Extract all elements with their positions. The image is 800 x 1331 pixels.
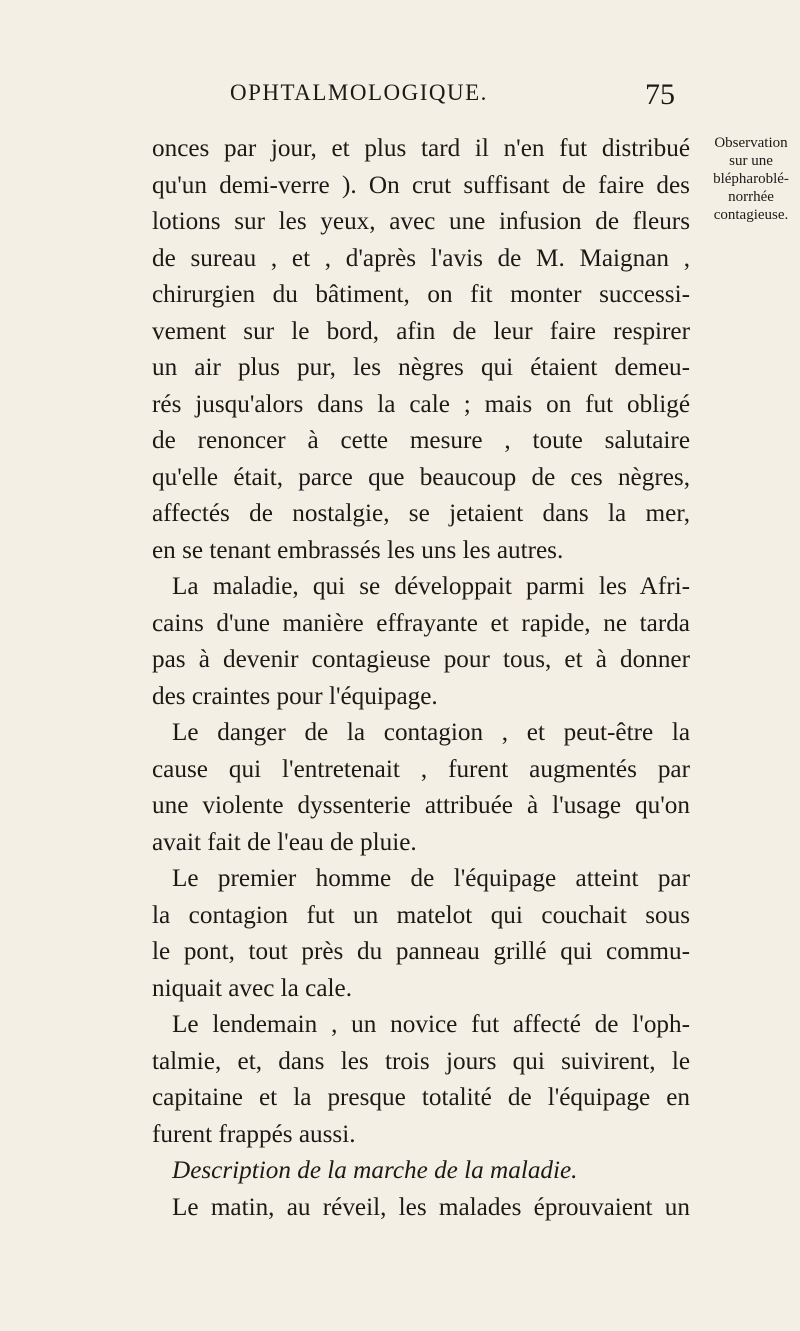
text-line: Le matin, au réveil, les malades éprouvaient un	[172, 1193, 690, 1221]
text-line: un air plus pur, les nègres qui étaient demeu-	[152, 354, 690, 381]
text-line: furent frappés aussi.	[152, 1120, 356, 1148]
margin-note-line: Observation	[714, 135, 788, 151]
margin-note	[706, 134, 796, 224]
text-line: affectés de nostalgie, se jetaient dans la mer,	[152, 500, 690, 527]
text-line: pas à devenir contagieuse pour tous, et à donner	[152, 646, 690, 673]
text-line: qu'un demi-verre ). On crut suffisant de faire des	[152, 171, 690, 199]
text-line: des craintes pour l'équipage.	[152, 682, 438, 710]
text-line: La maladie, qui se développait parmi les Afri-	[172, 573, 690, 600]
text-line: Le lendemain , un novice fut affecté de l'oph-	[172, 1011, 690, 1038]
text-line: Le danger de la contagion , et peut-être la	[172, 719, 690, 746]
text-line: le pont, tout près du panneau grillé qui commu-	[152, 938, 690, 965]
margin-note-line: norrhée	[728, 189, 774, 205]
text-line: de sureau , et , d'après l'avis de M. Maignan ,	[152, 244, 690, 272]
text-line: cains d'une manière effrayante et rapide, ne tarda	[152, 609, 690, 637]
text-line: Le premier homme de l'équipage atteint par	[172, 865, 690, 892]
body-text	[152, 131, 690, 1226]
page-header	[230, 78, 675, 114]
page-number: 75	[645, 78, 675, 111]
text-line: avait fait de l'eau de pluie.	[152, 828, 417, 856]
text-line: talmie, et, dans les trois jours qui suivirent, le	[152, 1047, 690, 1075]
section-subheading: Description de la marche de la maladie.	[172, 1157, 578, 1184]
text-line: niquait avec la cale.	[152, 974, 352, 1002]
margin-note-line: blépharoblé-	[713, 171, 789, 187]
margin-note-line: contagieuse.	[713, 207, 789, 223]
margin-note-line: sur une	[729, 153, 773, 169]
text-line: rés jusqu'alors dans la cale ; mais on fut obligé	[152, 390, 690, 418]
text-line: en se tenant embrassés les uns les autres.	[152, 536, 564, 564]
text-line: chirurgien du bâtiment, on fit monter successi-	[152, 281, 690, 308]
text-line: vement sur le bord, afin de leur faire respirer	[152, 317, 690, 345]
text-line: la contagion fut un matelot qui couchait sous	[152, 901, 690, 929]
text-line: capitaine et la presque totalité de l'équipage en	[152, 1084, 690, 1111]
text-line: lotions sur les yeux, avec une infusion de fleurs	[152, 208, 690, 235]
text-line: de renoncer à cette mesure , toute salutaire	[152, 427, 690, 454]
text-line: onces par jour, et plus tard il n'en fut distribué	[152, 135, 690, 162]
text-line: qu'elle était, parce que beaucoup de ces nègres,	[152, 463, 690, 491]
text-line: cause qui l'entretenait , furent augmentés par	[152, 755, 690, 783]
running-head: OPHTALMOLOGIQUE.	[230, 80, 488, 105]
text-line: une violente dyssenterie attribuée à l'usage qu'on	[152, 792, 690, 819]
